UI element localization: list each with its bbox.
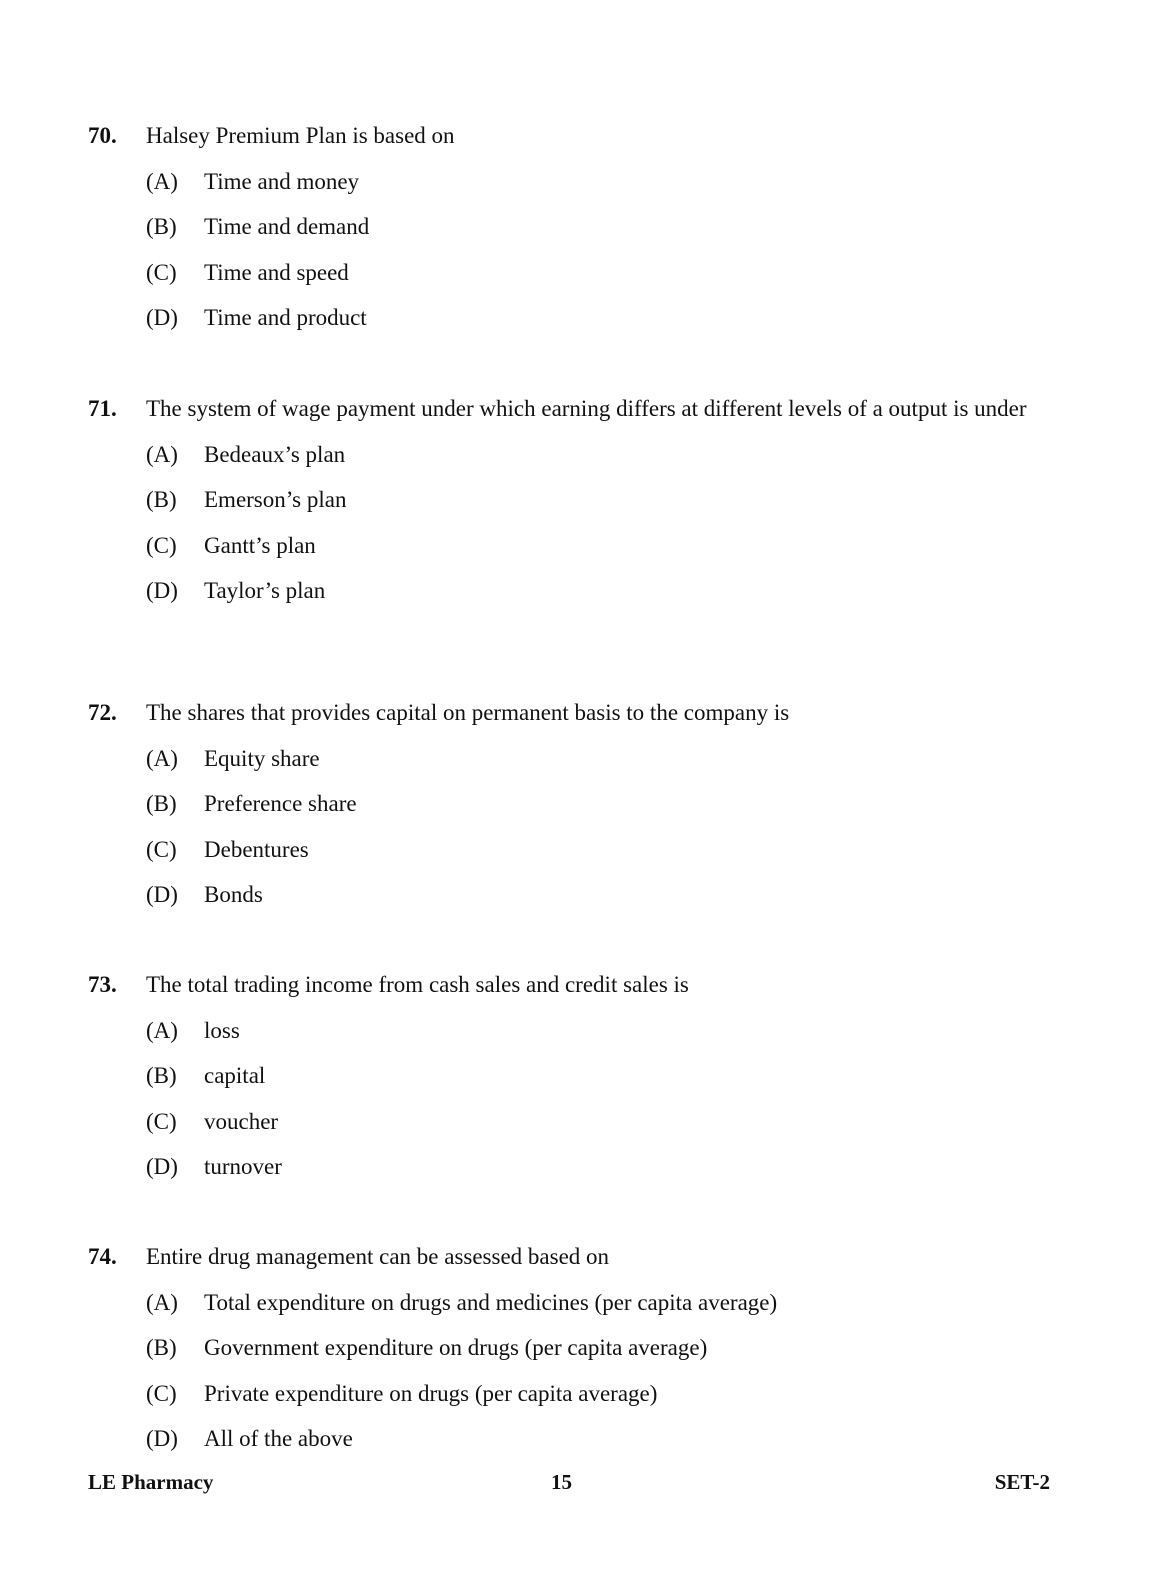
option-letter: (A) [146,1289,178,1315]
option-letter: (A) [146,745,178,771]
question-text: The system of wage payment under which earning differs at different levels of a output is under [146,396,1027,421]
set-label: SET-2 [994,1470,1050,1494]
option-text: Equity share [204,745,320,771]
question-stem [88,1241,1068,1272]
option-text: Time and demand [204,214,370,239]
option-list [88,743,1068,911]
question-stem [88,697,1068,728]
option-letter: (D) [146,1426,178,1451]
option-c [88,1378,1068,1409]
option-text: Government expenditure on drugs (per capita average) [204,1335,708,1360]
question-74 [88,1241,1068,1454]
question-text: Entire drug management can be assessed based on [146,1244,610,1269]
option-c [88,530,1068,561]
question-number: 70. [88,123,117,148]
question-stem [88,969,1068,1000]
option-text: loss [204,1017,240,1043]
option-a [88,439,1068,470]
option-d [88,1151,1068,1182]
option-text: Time and speed [204,259,349,285]
page-number: 15 [551,1470,572,1494]
option-letter: (C) [146,836,177,862]
option-letter: (C) [146,259,177,285]
option-letter: (B) [146,214,177,239]
option-letter: (C) [146,1108,177,1134]
option-text: Time and product [204,305,367,330]
option-text: Debentures [204,836,309,862]
option-b [88,1060,1068,1091]
option-list [88,1015,1068,1183]
question-70 [88,120,1068,333]
question-stem [88,393,1068,424]
question-text: Halsey Premium Plan is based on [146,123,455,148]
course-name: LE Pharmacy [88,1470,214,1494]
question-number: 74. [88,1244,117,1269]
option-letter: (B) [146,487,177,512]
question-stem [88,120,1068,151]
option-letter: (A) [146,1017,178,1043]
option-c [88,834,1068,865]
option-a [88,166,1068,197]
option-letter: (C) [146,1380,177,1406]
question-71 [88,393,1068,606]
option-text: voucher [204,1108,279,1134]
option-b [88,211,1068,242]
option-list [88,1287,1068,1455]
option-a [88,1015,1068,1046]
option-text: Preference share [204,791,357,816]
page-footer [88,1470,1050,1500]
option-letter: (A) [146,441,178,467]
option-text: Private expenditure on drugs (per capita average) [204,1380,658,1406]
option-d [88,879,1068,910]
option-letter: (D) [146,305,178,330]
option-text: Bedeaux’s plan [204,441,346,467]
option-b [88,1332,1068,1363]
question-text: The total trading income from cash sales and credit sales is [146,972,689,997]
option-list [88,439,1068,607]
option-c [88,1106,1068,1137]
question-number: 71. [88,396,117,421]
option-text: Taylor’s plan [204,578,326,603]
option-text: Emerson’s plan [204,487,347,512]
option-d [88,1423,1068,1454]
option-letter: (B) [146,1335,177,1360]
option-text: Gantt’s plan [204,532,316,558]
option-b [88,484,1068,515]
option-text: capital [204,1063,266,1088]
option-letter: (D) [146,882,178,907]
option-text: All of the above [204,1426,353,1451]
option-c [88,257,1068,288]
option-d [88,302,1068,333]
option-text: Bonds [204,882,263,907]
option-letter: (D) [146,578,178,603]
question-number: 73. [88,972,117,997]
option-letter: (A) [146,168,178,194]
option-text: Total expenditure on drugs and medicines (per capita average) [204,1289,778,1315]
option-a [88,1287,1068,1318]
question-number: 72. [88,700,117,725]
option-letter: (D) [146,1154,178,1179]
question-72 [88,697,1068,910]
question-73 [88,969,1068,1182]
option-d [88,575,1068,606]
option-b [88,788,1068,819]
question-text: The shares that provides capital on permanent basis to the company is [146,700,790,725]
option-letter: (B) [146,1063,177,1088]
option-list [88,166,1068,334]
option-text: turnover [204,1154,282,1179]
option-text: Time and money [204,168,360,194]
option-a [88,743,1068,774]
option-letter: (B) [146,791,177,816]
option-letter: (C) [146,532,177,558]
